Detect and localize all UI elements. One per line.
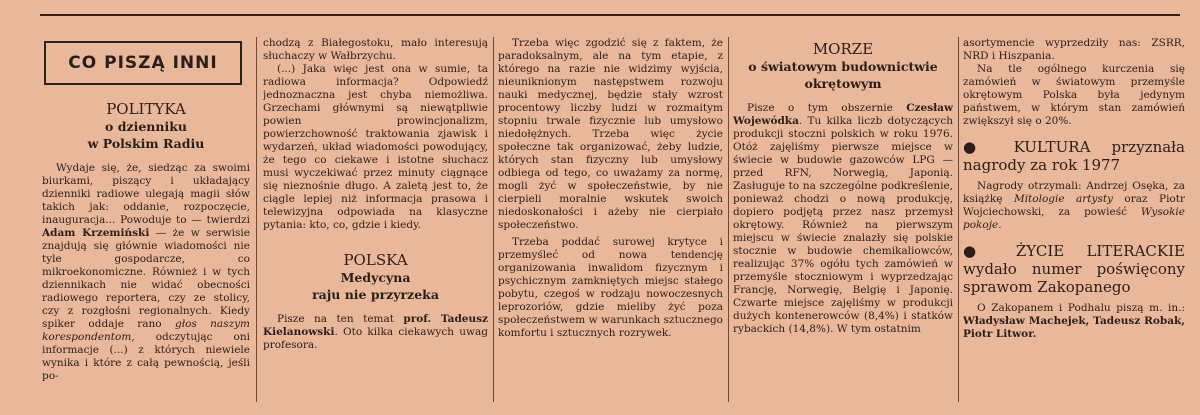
column-banner: CO PISZĄ INNI bbox=[44, 41, 242, 85]
section-poland-title: POLSKA bbox=[343, 251, 408, 269]
paragraph: chodzą z Białegostoku, mało interesują słuchaczy w Wałbrzychu. bbox=[263, 37, 488, 62]
column-divider bbox=[958, 37, 959, 402]
bullet-icon: ● bbox=[963, 138, 993, 156]
column-divider bbox=[256, 37, 257, 402]
paragraph: Na tle ogólnego kurczenia się zamówień w światowym przemyśle okrętowym Polska była jedynym państwem, w którym stan zamówień zwiększył się o 20%. bbox=[963, 63, 1185, 127]
section-sea-title: MORZE bbox=[812, 40, 874, 58]
italic-phrase: głos naszym korespondentom, bbox=[42, 318, 250, 343]
poland-subtitle-1: Medycyna bbox=[340, 270, 411, 285]
paragraph: O Zakopanem i Podhalu piszą m. in.: Władysław Machejek, Tadeusz Robak, Piotr Litwor. bbox=[963, 302, 1185, 340]
column-misc bbox=[963, 37, 1185, 407]
author-name: Czesław Wojewódka bbox=[733, 102, 953, 127]
poland-subtitle-2: raju nie przyrzeka bbox=[312, 287, 439, 302]
column-divider bbox=[728, 37, 729, 402]
paragraph: asortymencie wyprzedziły nas: ZSRR, NRD i Hiszpania. bbox=[963, 37, 1185, 62]
paragraph: Trzeba poddać surowej krytyce i przemyśleć od nowa tendencję organizowania inwalidom fizycznym i psychicznym zamkniętych miejsc stałego pobytu, czegoś w rodzaju nowoczesnych leprozoriów, gdzie mieliby żyć poza społeczeństwem w warunkach sztucznego komfortu i sztucznych rozrywek. bbox=[498, 236, 723, 339]
politics-subtitle-1: o dzienniku bbox=[105, 119, 187, 134]
paragraph: Pisze o tym obszernie Czesław Wojewódka. Tu kilka liczb dotyczących produkcji stoczni polskich w roku 1976. Otóż zajęliśmy pierwsze miejsce w świecie w budowie gazowców LPG — przed RFN, Norwegią, Japonią. Zasługuje to na szczególne podkreślenie, ponieważ chodzi o nową produkcję, dopiero podjętą przez nasz przemysł okrętowy. Również na pierwszym miejscu w świecie znalazły się polskie stocznie w budowie chemikaliowców, realizując 37% ogółu tych zamówień w przemyśle stoczniowym i wyprzedzając Francję, Norwegię, Belgię i Japonię. Czwarte miejsce zajęliśmy w produkcji dużych kontenerowców (8,4%) i statków rybackich (14,8%). W tym ostatnim bbox=[733, 102, 953, 335]
literary-heading: ● ŻYCIE LITERACKIE wydało numer poświęcony sprawom Zakopanego bbox=[963, 242, 1185, 296]
top-rule bbox=[40, 14, 1180, 16]
section-politics-title: POLITYKA bbox=[106, 100, 186, 118]
sea-subtitle-2: okrętowym bbox=[804, 76, 882, 91]
paragraph: Trzeba więc zgodzić się z faktem, że paradoksalnym, ale na tym etapie, z którego na razie nie widzimy wyjścia, nieuniknionym następstwem rozwoju nauki medycznej, będzie stały wzrost procentowy liczby ludzi w rozmaitym stopniu trwale fizycznie lub umysłowo niedołężnych. Trzeba więc życie społeczne tak organizować, żeby ludzie, których stan fizyczny lub umysłowy odbiega od tego, co uważamy za normę, mogli żyć w społeczeństwie, by nie cierpieli moralnie wskutek swoich niedoskonałości i ażeby nie cierpiało społeczeństwo. bbox=[498, 37, 723, 231]
column-politics-cont bbox=[263, 37, 488, 407]
culture-heading: ● KULTURA przyznała nagrody za rok 1977 bbox=[963, 138, 1185, 174]
author-name: prof. Tadeusz Kielanowski bbox=[263, 313, 488, 338]
politics-paragraph: Wydaje się, że, siedząc za swoimi biurkami, piszący i układający dzienniki radiowe ulegają magii słów takich jak: oddanie, rozpoczęcie, inauguracja... Powoduje to — twierdzi Adam Krzemiński — że w serwisie znajdują się głównie wiadomości nie tyle gospodarcze, co mikroekonomiczne. Również i w tych dziennikach nie widać obecności radiowego reportera, czy ze stolicy, czy z rozgłośni regionalnych. Kiedy spiker oddaje rano głos naszym korespondentom, odczytując oni informacje (...) z których niewiele wynika i które z całą pewnością, jeśli po- bbox=[42, 162, 250, 382]
column-politics bbox=[42, 37, 250, 407]
column-sea bbox=[733, 37, 953, 407]
column-medicine bbox=[498, 37, 723, 407]
column-divider bbox=[493, 37, 494, 402]
paragraph: Nagrody otrzymali: Andrzej Osęka, za książkę Mitologie artysty oraz Piotr Wojciechowski, za powieść Wysokie pokoje. bbox=[963, 180, 1185, 231]
author-names: Władysław Machejek, Tadeusz Robak, Piotr Litwor. bbox=[963, 315, 1185, 340]
author-name: Adam Krzemiński bbox=[42, 227, 150, 239]
bullet-icon: ● bbox=[963, 242, 994, 260]
paragraph: (...) Jaka więc jest ona w sumie, ta radiowa informacja? Odpowiedź jednoznaczna jest chyba niemożliwa. Grzechami głównymi są niewątpliwie powien prowincjonalizm, powierzchowność traktowania zjawisk i wydarzeń, układ wiadomości powodujący, że tego co ciekawe i istotne słuchacz musi wyczekiwać przez minuty ciągnące się nieznośnie długo. A zaletą jest to, że ciągle lepiej niż informacja prasowa i telewizyjna odpowiada na klasyczne pytania: kto, co, gdzie i kiedy. bbox=[263, 63, 488, 231]
paragraph: Pisze na ten temat prof. Tadeusz Kielanowski. Oto kilka ciekawych uwag profesora. bbox=[263, 313, 488, 351]
sea-subtitle-1: o światowym budownictwie bbox=[748, 59, 938, 74]
politics-subtitle-2: w Polskim Radiu bbox=[87, 136, 205, 151]
